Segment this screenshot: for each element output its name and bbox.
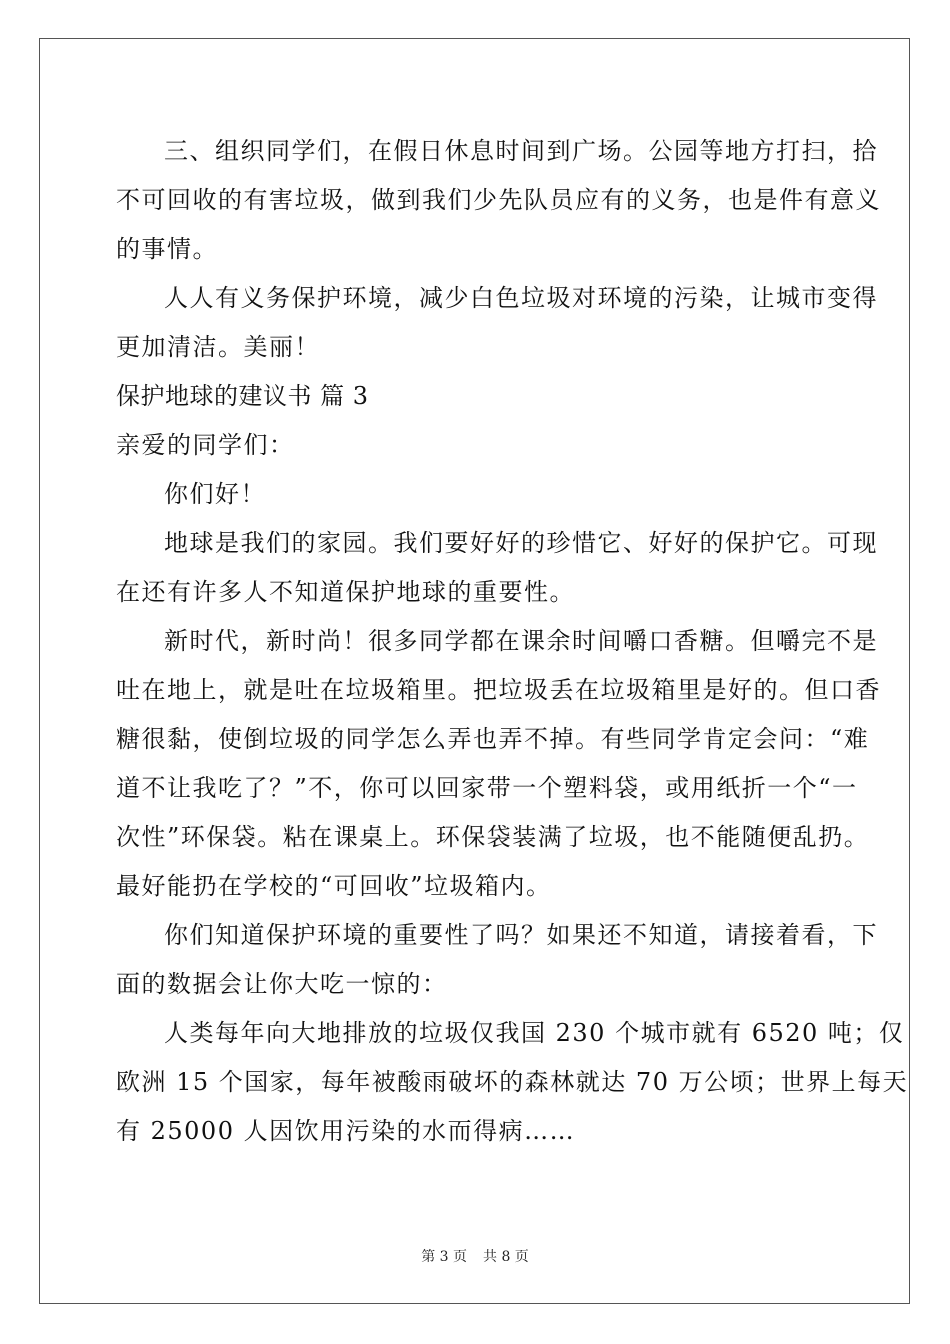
paragraph-line: 道不让我吃了？”不，你可以回家带一个塑料袋，或用纸折一个“一 xyxy=(116,774,858,802)
paragraph-line: 次性”环保袋。粘在课桌上。环保袋装满了垃圾，也不能随便乱扔。 xyxy=(116,823,870,851)
paragraph-line: 不可回收的有害垃圾，做到我们少先队员应有的义务，也是件有意义 xyxy=(116,186,881,214)
paragraph-line: 人人有义务保护环境，减少白色垃圾对环境的污染，让城市变得 xyxy=(164,284,878,312)
paragraph-line: 欧洲 15 个国家，每年被酸雨破坏的森林就达 70 万公顷；世界上每天 xyxy=(116,1068,909,1096)
paragraph-line: 三、组织同学们，在假日休息时间到广场。公园等地方打扫，拾 xyxy=(164,137,878,165)
page-number: 第 3 页 xyxy=(421,1249,467,1265)
page-footer xyxy=(0,1246,950,1266)
paragraph-line: 人类每年向大地排放的垃圾仅我国 230 个城市就有 6520 吨；仅 xyxy=(164,1019,905,1047)
page-total: 共 8 页 xyxy=(483,1249,529,1265)
paragraph-line: 你们知道保护环境的重要性了吗？如果还不知道，请接着看，下 xyxy=(164,921,878,949)
salutation: 亲爱的同学们： xyxy=(116,431,295,459)
paragraph-line: 最好能扔在学校的“可回收”垃圾箱内。 xyxy=(116,872,552,900)
section-heading: 保护地球的建议书 篇 3 xyxy=(116,382,369,410)
paragraph-line: 有 25000 人因饮用污染的水而得病…… xyxy=(116,1117,576,1145)
paragraph-line: 地球是我们的家园。我们要好好的珍惜它、好好的保护它。可现 xyxy=(164,529,878,557)
document-body xyxy=(116,127,909,1156)
paragraph-line: 的事情。 xyxy=(116,235,218,263)
paragraph-line: 在还有许多人不知道保护地球的重要性。 xyxy=(116,578,575,606)
paragraph-line: 面的数据会让你大吃一惊的： xyxy=(116,970,448,998)
greeting: 你们好！ xyxy=(164,480,266,508)
paragraph-line: 更加清洁。美丽！ xyxy=(116,333,320,361)
paragraph-line: 新时代，新时尚！很多同学都在课余时间嚼口香糖。但嚼完不是 xyxy=(164,627,878,655)
paragraph-line: 糖很黏，使倒垃圾的同学怎么弄也弄不掉。有些同学肯定会问：“难 xyxy=(116,725,870,753)
paragraph-line: 吐在地上，就是吐在垃圾箱里。把垃圾丢在垃圾箱里是好的。但口香 xyxy=(116,676,881,704)
